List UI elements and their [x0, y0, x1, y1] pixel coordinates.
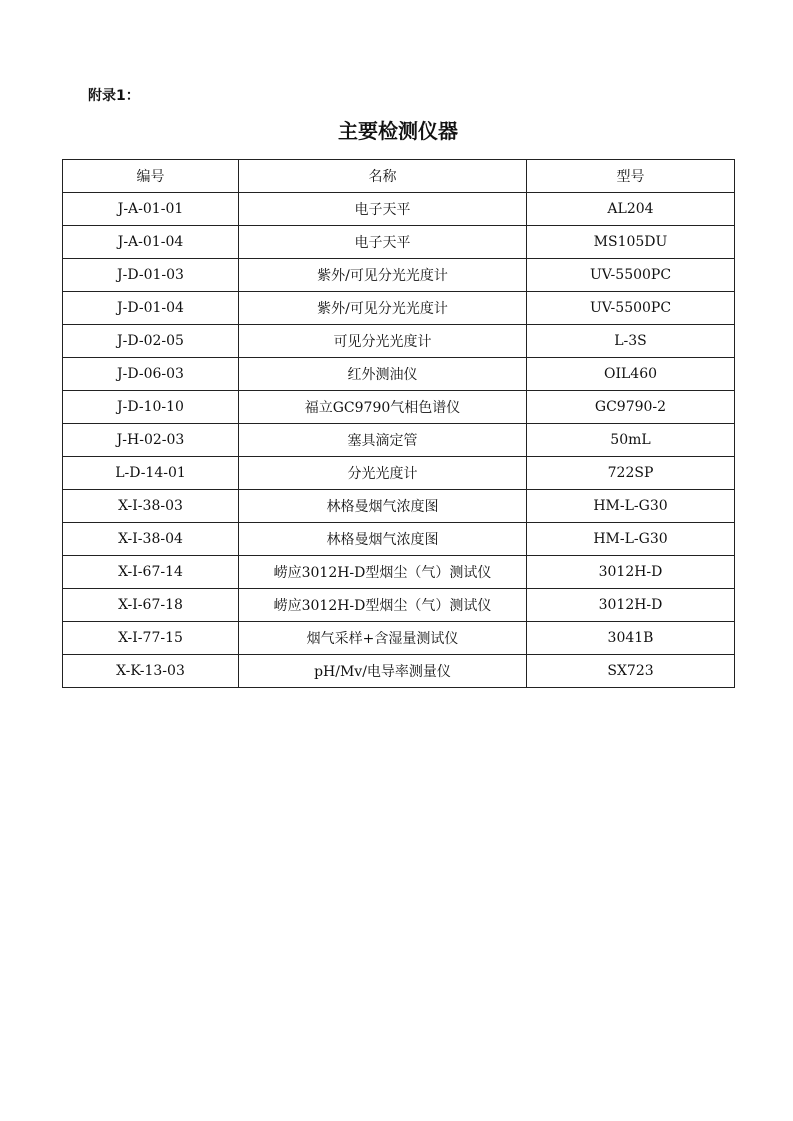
table-row — [63, 622, 735, 655]
cell-model: SX723 — [527, 655, 735, 688]
cell-model: 3012H-D — [527, 556, 735, 589]
cell-model: 3041B — [527, 622, 735, 655]
table-row — [63, 589, 735, 622]
cell-model: 50mL — [527, 424, 735, 457]
cell-id: J-D-10-10 — [63, 391, 239, 424]
cell-id: J-D-02-05 — [63, 325, 239, 358]
cell-id: X-I-67-18 — [63, 589, 239, 622]
instrument-table — [62, 159, 735, 688]
cell-id: J-D-01-04 — [63, 292, 239, 325]
cell-name: 电子天平 — [239, 226, 527, 259]
table-row — [63, 655, 735, 688]
table-row — [63, 358, 735, 391]
cell-name: 烟气采样+含湿量测试仪 — [239, 622, 527, 655]
cell-model: HM-L-G30 — [527, 523, 735, 556]
table-row — [63, 556, 735, 589]
cell-name: 崂应3012H-D型烟尘（气）测试仪 — [239, 556, 527, 589]
table-row — [63, 490, 735, 523]
cell-name: 红外测油仪 — [239, 358, 527, 391]
cell-name: 紫外/可见分光光度计 — [239, 292, 527, 325]
table-row — [63, 292, 735, 325]
cell-name: 电子天平 — [239, 193, 527, 226]
cell-name: 塞具滴定管 — [239, 424, 527, 457]
cell-name: pH/Mv/电导率测量仪 — [239, 655, 527, 688]
cell-id: J-D-01-03 — [63, 259, 239, 292]
table-row — [63, 424, 735, 457]
cell-id: J-A-01-04 — [63, 226, 239, 259]
cell-name: 崂应3012H-D型烟尘（气）测试仪 — [239, 589, 527, 622]
table-row — [63, 523, 735, 556]
cell-id: X-K-13-03 — [63, 655, 239, 688]
table-header-row — [63, 160, 735, 193]
cell-model: GC9790-2 — [527, 391, 735, 424]
cell-model: HM-L-G30 — [527, 490, 735, 523]
header-name: 名称 — [239, 160, 527, 193]
cell-id: L-D-14-01 — [63, 457, 239, 490]
cell-model: AL204 — [527, 193, 735, 226]
table-row — [63, 226, 735, 259]
appendix-label: 附录1： — [88, 88, 140, 104]
cell-name: 福立GC9790气相色谱仪 — [239, 391, 527, 424]
cell-model: UV-5500PC — [527, 259, 735, 292]
table-row — [63, 457, 735, 490]
cell-name: 可见分光光度计 — [239, 325, 527, 358]
cell-id: X-I-67-14 — [63, 556, 239, 589]
header-id: 编号 — [63, 160, 239, 193]
cell-model: MS105DU — [527, 226, 735, 259]
table-row — [63, 193, 735, 226]
header-model: 型号 — [527, 160, 735, 193]
document-title: 主要检测仪器 — [338, 119, 458, 143]
cell-id: J-A-01-01 — [63, 193, 239, 226]
cell-model: UV-5500PC — [527, 292, 735, 325]
cell-model: L-3S — [527, 325, 735, 358]
cell-id: X-I-38-04 — [63, 523, 239, 556]
cell-model: 722SP — [527, 457, 735, 490]
cell-name: 分光光度计 — [239, 457, 527, 490]
cell-name: 紫外/可见分光光度计 — [239, 259, 527, 292]
cell-name: 林格曼烟气浓度图 — [239, 490, 527, 523]
table-row — [63, 391, 735, 424]
table-row — [63, 259, 735, 292]
cell-name: 林格曼烟气浓度图 — [239, 523, 527, 556]
cell-id: J-D-06-03 — [63, 358, 239, 391]
cell-id: X-I-77-15 — [63, 622, 239, 655]
table-row — [63, 325, 735, 358]
cell-id: X-I-38-03 — [63, 490, 239, 523]
cell-model: OIL460 — [527, 358, 735, 391]
cell-id: J-H-02-03 — [63, 424, 239, 457]
cell-model: 3012H-D — [527, 589, 735, 622]
